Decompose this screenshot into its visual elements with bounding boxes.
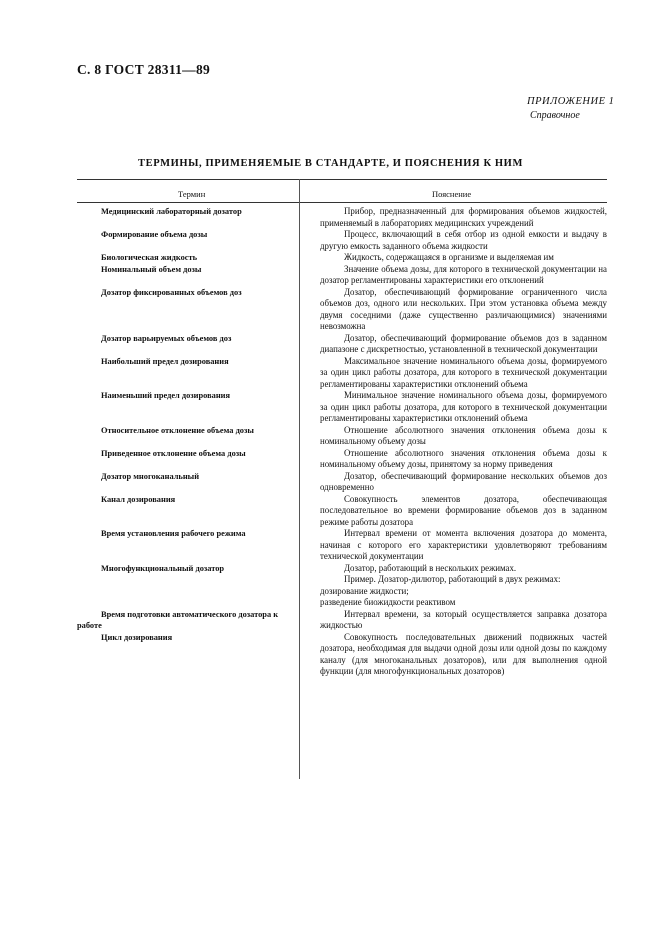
table-header-rule [77,202,607,203]
term-cell: Дозатор варьируемых объемов доз [101,333,232,343]
explanation-paragraph: Максимальное значение номинального объема дозы, формируемого за один цикл работы дозатора, для которого в технической документации регламентированы характеристики отклонений объема [320,355,607,389]
explanation-paragraph: Жидкость, содержащаяся в организме и выделяемая им [344,252,554,262]
explanation-paragraph: Совокупность элементов дозатора, обеспечивающая последовательное во времени формирование объемов доз в заданном режиме работы дозатора [320,493,607,527]
explanation-paragraph: Минимальное значение номинального объема дозы, формируемого за один цикл работы дозатора, для которого в технической документации регламентированы характеристики отклонений объема [320,390,607,423]
table-row [77,632,607,678]
explanation-cell [299,528,607,563]
term-cell: Относительное отклонение объема дозы [101,425,254,435]
table-row [77,229,607,252]
explanation-paragraph: Прибор, предназначенный для формирования объемов жидкостей, применяемый в лабораториях медицинских учреждений [320,206,607,228]
explanation-cell [299,494,607,529]
explanation-cell [299,632,607,678]
explanation-cell [299,390,607,425]
table-row [77,609,607,632]
term-cell: Дозатор фиксированных объемов доз [101,287,242,297]
explanation-cell [299,206,607,229]
explanation-paragraph: Дозатор, работающий в нескольких режимах. [344,562,517,573]
explanation-cell [299,287,607,333]
table-top-rule [77,179,607,180]
table-row [77,494,607,529]
explanation-paragraph: Значение объема дозы, для которого в технической документации на дозатор регламентированы характеристики его отклонений [320,263,607,285]
terms-table [77,206,607,678]
explanation-cell [299,425,607,448]
table-row [77,252,607,264]
term-cell: Время установления рабочего режима [101,529,246,538]
term-cell: Медицинский лабораторный дозатор [101,207,242,216]
explanation-paragraph: Интервал времени, за который осуществляется заправка дозатора жидкостью [320,608,607,630]
table-row [77,206,607,229]
explanation-cell [299,563,607,609]
explanation-paragraph: Интервал времени от момента включения дозатора до момента, начиная с которого его характеристики удовлетворяют требованиям технической документации [320,528,607,561]
table-row [77,390,607,425]
term-cell: Формирование объема дозы [101,230,208,239]
table-row [77,356,607,391]
page-header: С. 8 ГОСТ 28311—89 [77,62,211,77]
term-cell: Наибольший предел дозирования [101,356,229,366]
explanation-paragraph: дозирование жидкости; [320,585,409,596]
column-header-explanation: Пояснение [432,189,472,199]
explanation-paragraph: Дозатор, обеспечивающий формирование нескольких объемов доз одновременно [320,470,607,492]
explanation-cell [299,448,607,471]
explanation-paragraph: Пример. Дозатор-дилютор, работающий в двух режимах: [344,574,561,584]
term-cell: Канал дозирования [101,494,176,504]
explanation-cell [299,356,607,391]
table-row [77,563,607,609]
appendix-note: Справочное [530,110,580,121]
table-row [77,528,607,563]
explanation-paragraph: Отношение абсолютного значения отклонения объема дозы к номинальному объему дозы [320,424,607,446]
table-row [77,287,607,333]
explanation-cell [299,471,607,494]
table-row [77,264,607,287]
term-cell: Время подготовки автоматического дозатора к работе [77,609,279,630]
column-header-term: Термин [178,189,206,199]
appendix-label: ПРИЛОЖЕНИЕ 1 [527,96,615,107]
explanation-paragraph: разведение биожидкости реактивом [320,597,456,607]
explanation-paragraph: Отношение абсолютного значения отклонения объема дозы к номинальному объему дозы, принятому за норму приведения [320,447,607,469]
term-cell: Многофункциональный дозатор [101,563,225,573]
explanation-cell [299,609,607,632]
page-title: ТЕРМИНЫ, ПРИМЕНЯЕМЫЕ В СТАНДАРТЕ, И ПОЯСНЕНИЯ К НИМ [138,158,523,169]
table-row [77,448,607,471]
table-row [77,425,607,448]
table-row [77,333,607,356]
explanation-paragraph: Дозатор, обеспечивающий формирование ограниченного числа объемов доз, одного или нескольких. При этом установка объема между двумя соседними (даже существенно различающимися) значениями невозможна [320,286,607,331]
explanation-cell [299,333,607,356]
explanation-cell [299,264,607,287]
explanation-cell [299,229,607,252]
term-cell: Приведенное отклонение объема дозы [101,448,246,458]
term-cell: Дозатор многоканальный [101,471,200,481]
term-cell: Наименьший предел дозирования [101,391,230,400]
explanation-paragraph: Совокупность последовательных движений подвижных частей дозатора, необходимая для выдачи одной дозы или одной дозы по каждому каналу (для многоканальных дозаторов), или для выполнения одной функции (для многофункциональных дозаторов) [320,631,607,676]
explanation-paragraph: Дозатор, обеспечивающий формирование объемов доз в заданном диапазоне с дискретностью, установленной в технической документации [320,332,607,354]
term-cell: Номинальный объем дозы [101,264,202,274]
term-cell: Биологическая жидкость [101,253,198,262]
table-row [77,471,607,494]
term-cell: Цикл дозирования [101,632,173,642]
explanation-paragraph: Процесс, включающий в себя отбор из одной емкости и выдачу в другую емкость заданного объема жидкости [320,229,607,251]
explanation-cell [299,252,607,264]
